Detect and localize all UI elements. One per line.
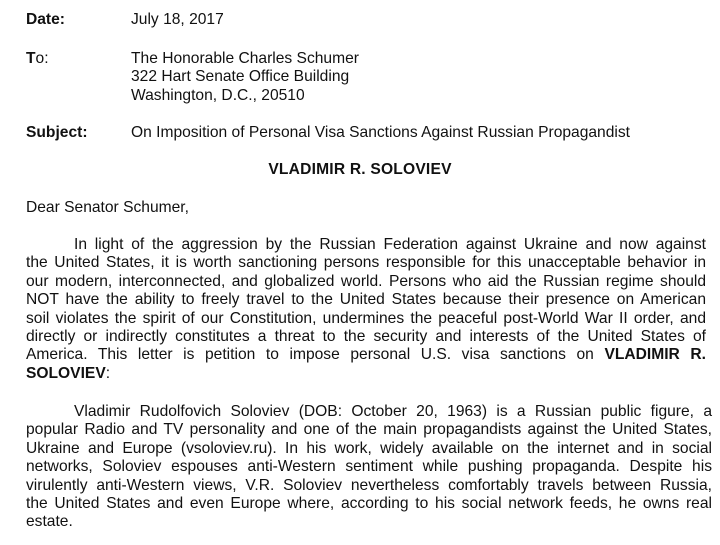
to-label-rest: o: (35, 50, 49, 67)
paragraph-2-line: virulently anti-Western views, V.R. Soloviev nevertheless comfortably travels between Russia, (26, 476, 712, 494)
recipient-name: The Honorable Charles Schumer (131, 50, 359, 67)
recipient-office: 322 Hart Senate Office Building (131, 68, 350, 86)
recipient-city: Washington, D.C., 20510 (131, 86, 305, 104)
paragraph-1-line: the United States, it is worth sanctioning persons responsible for this unacceptable behavior in (26, 254, 706, 272)
paragraph-2-line: the United States and even Europe where, according to his social network feeds, he owns real (26, 495, 712, 513)
subject-label: Subject: (26, 124, 88, 141)
paragraph-1-last-full-line (26, 346, 706, 364)
paragraph-2 (26, 403, 712, 532)
salutation: Dear Senator Schumer, (26, 199, 189, 216)
to-label-initial: T (26, 50, 36, 67)
paragraph-2-line: estate. (26, 513, 73, 531)
date-value: July 18, 2017 (131, 11, 224, 28)
paragraph-2-line: Ukraine and Europe (vsoloviev.ru). In his work, widely available on the internet and in social (26, 439, 712, 457)
paragraph-2-line: popular Radio and TV personality and one of the main propagandists against the United States, (26, 421, 712, 439)
bold-target-name-part1: VLADIMIR R. (604, 346, 706, 364)
recipient-address (131, 50, 359, 105)
paragraph-1-line: soil violates the spirit of our Constitution, undermines the peaceful post-World War II order, and (26, 309, 706, 327)
target-name-heading: VLADIMIR R. SOLOVIEV (268, 161, 452, 178)
paragraph-1-final-line (26, 365, 706, 383)
paragraph-1-line: our modern, interconnected, and globalized world. Persons who aid the Russian regime should (26, 272, 706, 290)
paragraph-1-line: directly or indirectly constitutes a threat to the security and interests of the United States of (26, 328, 706, 346)
paragraph-1-line: In light of the aggression by the Russian Federation against Ukraine and now against (74, 236, 706, 253)
subject-value: On Imposition of Personal Visa Sanctions Against Russian Propagandist (131, 124, 630, 141)
paragraph-2-line: networks, Soloviev espouses anti-Western sentiment while pushing propaganda. Despite his (26, 458, 712, 476)
paragraph-1-line: NOT have the ability to freely travel to the United States because their presence on American (26, 291, 706, 309)
bold-target-name-part2: SOLOVIEV (26, 364, 106, 382)
paragraph-1 (26, 236, 706, 383)
paragraph-1-colon: : (105, 364, 111, 382)
paragraph-2-line: Vladimir Rudolfovich Soloviev (DOB: October 20, 1963) is a Russian public figure, a (74, 403, 712, 420)
to-label (26, 50, 49, 68)
paragraph-1-line-text: America. This letter is petition to impose personal U.S. visa sanctions on (26, 346, 594, 364)
date-label: Date: (26, 11, 65, 28)
